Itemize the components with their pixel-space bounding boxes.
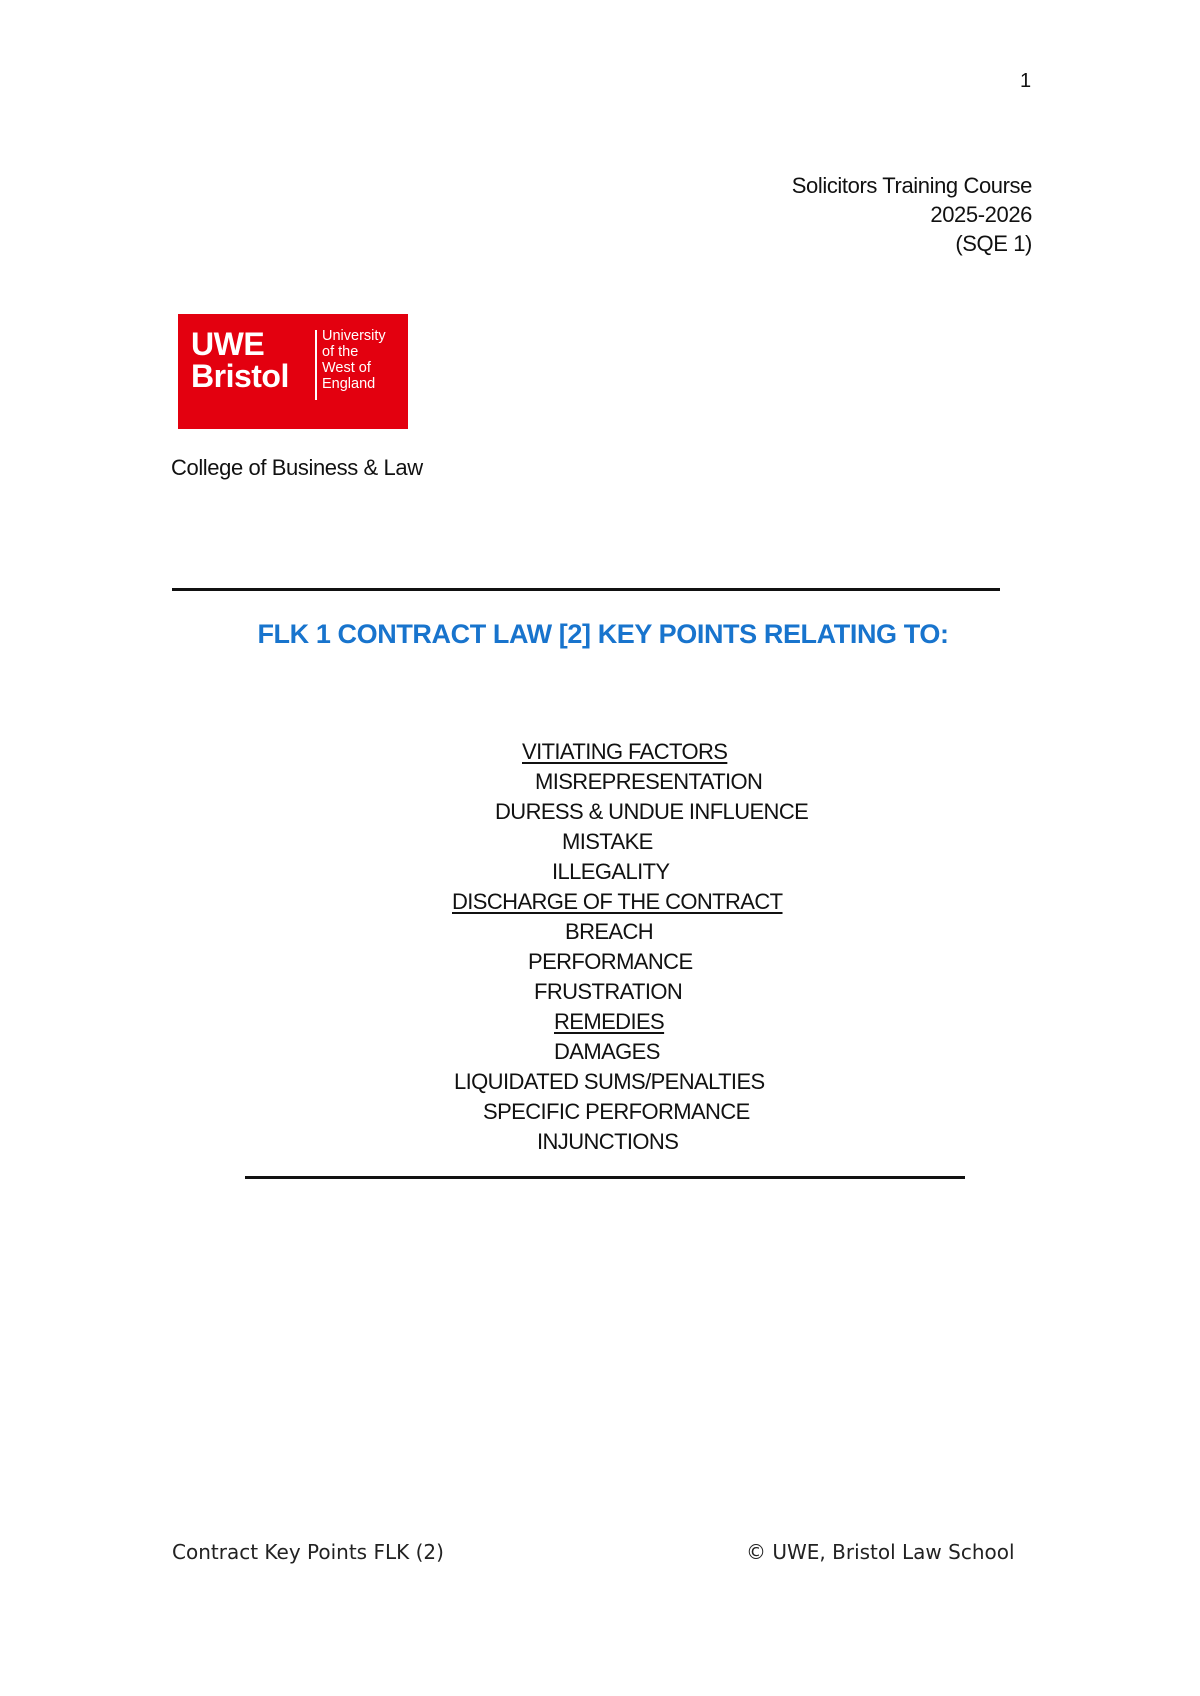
- logo-bristol-text: Bristol: [191, 358, 289, 394]
- logo-side-line: West of: [322, 360, 371, 376]
- college-name: College of Business & Law: [171, 455, 423, 480]
- divider-top: [172, 588, 1000, 591]
- course-year: 2025-2026: [930, 202, 1032, 227]
- logo-wordmark: [191, 328, 289, 392]
- topic-item: PERFORMANCE: [528, 949, 693, 974]
- page-number: 1: [1020, 70, 1032, 92]
- course-code: (SQE 1): [955, 231, 1032, 256]
- course-info: [632, 171, 1032, 258]
- topic-item: DURESS & UNDUE INFLUENCE: [495, 799, 809, 824]
- topic-heading-remedies: REMEDIES: [554, 1009, 665, 1034]
- footer-document-name: Contract Key Points FLK (2): [172, 1540, 444, 1564]
- logo-university-name: [322, 328, 386, 392]
- logo-divider: [315, 330, 317, 400]
- topic-item: LIQUIDATED SUMS/PENALTIES: [454, 1069, 765, 1094]
- logo-uwe-text: UWE: [191, 326, 265, 362]
- topic-item: SPECIFIC PERFORMANCE: [483, 1099, 750, 1124]
- course-title: Solicitors Training Course: [791, 173, 1032, 198]
- topic-item: MISTAKE: [562, 829, 653, 854]
- topic-heading-discharge: DISCHARGE OF THE CONTRACT: [452, 889, 783, 914]
- divider-bottom: [245, 1176, 965, 1179]
- topic-item: FRUSTRATION: [534, 979, 683, 1004]
- topic-item: MISREPRESENTATION: [535, 769, 763, 794]
- uwe-bristol-logo: [178, 314, 408, 429]
- document-title: FLK 1 CONTRACT LAW [2] KEY POINTS RELATING TO:: [257, 619, 949, 649]
- footer-copyright: © UWE, Bristol Law School: [746, 1540, 1015, 1564]
- logo-side-line: of the: [322, 344, 359, 360]
- logo-side-line: England: [322, 376, 376, 392]
- logo-side-line: University: [322, 328, 386, 344]
- topic-item: INJUNCTIONS: [537, 1129, 679, 1154]
- topic-item: DAMAGES: [554, 1039, 660, 1064]
- topic-item: BREACH: [565, 919, 654, 944]
- topic-heading-vitiating-factors: VITIATING FACTORS: [522, 739, 728, 764]
- topic-item: ILLEGALITY: [552, 859, 670, 884]
